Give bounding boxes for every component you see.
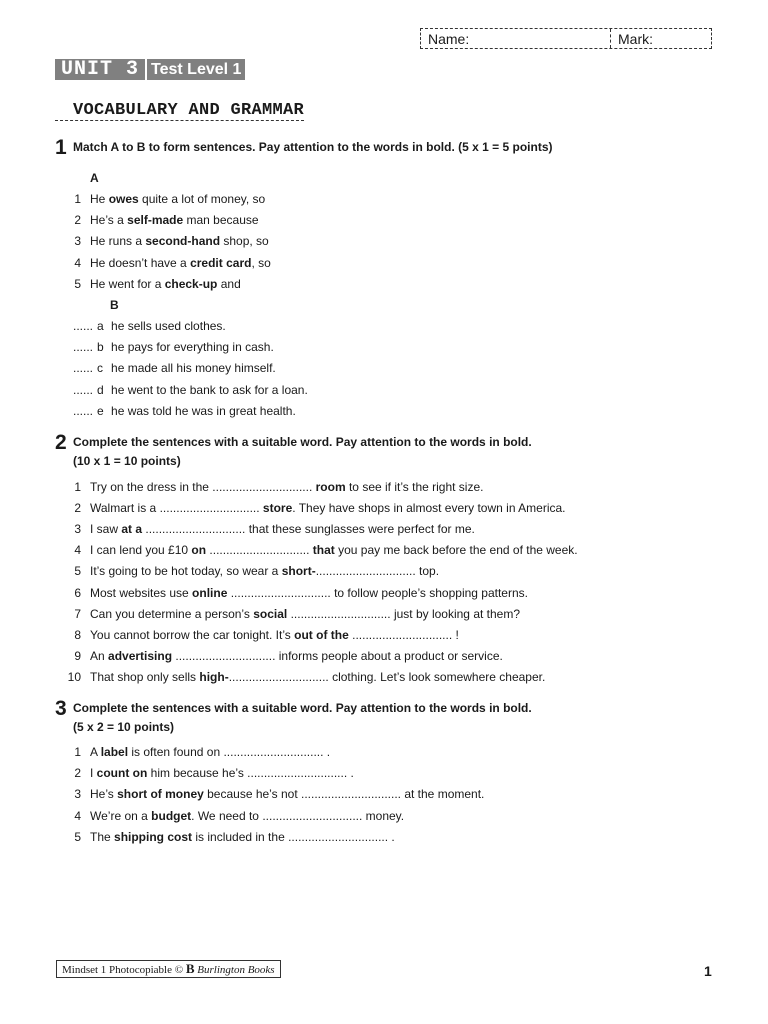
sentence-item[interactable] [55,669,545,685]
item-number: 2 [74,501,81,516]
item-text: shop, so [220,234,269,249]
item-letter: a [97,319,104,333]
item-number: 2 [74,213,81,228]
item-keyword: store [262,501,293,516]
item-letter: c [97,361,104,376]
item-keyword: that [312,543,335,558]
item-text: he sells used clothes. [111,319,226,333]
item-text: .............................. informs people about a product or service. [172,648,503,663]
test-level-label: Test Level 1 [145,59,245,80]
sentence-item[interactable] [55,479,483,495]
item-number: 4 [74,808,81,823]
item-text: . They have shops in almost every town in America. [292,501,566,516]
match-item-b[interactable] [73,360,276,376]
item-keyword: shipping cost [114,829,193,844]
answer-blank: ...... [73,361,94,376]
exercise-instruction: Match A to B to form sentences. Pay attention to the words in bold. (5 x 1 = 5 points) [73,140,553,154]
match-item-b[interactable] [73,382,308,398]
column-a-heading: A [90,171,99,185]
item-text: is often found on .............................. . [128,745,331,759]
sentence-item[interactable] [55,648,503,664]
item-text: to see if it’s the right size. [345,480,484,494]
exercise-3-heading [55,697,532,737]
sentence-item[interactable] [55,500,566,516]
item-text: The [90,829,115,844]
item-keyword: online [192,585,228,600]
instruction-line: Complete the sentences with a suitable word. Pay attention to the words in bold. [73,435,532,449]
publisher-logo: B [185,961,195,976]
item-text: .............................. just by looking at them? [287,606,521,621]
instruction-line: Complete the sentences with a suitable word. Pay attention to the words in bold. [73,701,532,715]
exercise-number: 3 [55,697,67,720]
item-text: Can you determine a person’s [90,606,254,621]
sentence-item[interactable] [55,765,354,781]
item-text: man because [183,213,259,228]
match-item-b[interactable] [73,403,296,419]
item-number: 1 [74,192,81,206]
item-keyword: second-hand [145,234,221,249]
item-text: A [90,745,101,759]
match-item-a [55,276,241,292]
item-keyword: at a [121,522,143,537]
answer-blank: ...... [73,319,94,333]
item-keyword: check-up [164,276,218,291]
item-text: because he’s not .............................. at the moment. [203,787,485,802]
item-keyword: out of the [294,627,349,642]
item-text: he was told he was in great health. [111,403,296,418]
item-text: I saw [90,522,122,537]
exercise-instruction [73,433,532,471]
item-text: We’re on a [90,808,152,823]
item-letter: d [97,382,104,397]
item-text: He’s a [90,213,128,228]
exercise-1-heading [55,136,553,159]
item-text: An [90,648,109,663]
item-number: 3 [74,522,81,537]
item-text: Try on the dress in the .............................. [90,480,316,494]
sentence-item[interactable] [55,744,330,760]
item-number: 7 [74,606,81,621]
instruction-points: (5 x 2 = 10 points) [73,720,175,734]
item-text: .............................. to follow people’s shopping patterns. [227,585,528,600]
item-text: He [90,192,109,206]
item-keyword: high- [199,669,229,684]
item-text: You cannot borrow the car tonight. It’s [90,627,295,642]
item-text: .............................. that these sunglasses were perfect for me. [142,522,475,537]
answer-blank: ...... [73,340,94,355]
sentence-item[interactable] [55,542,578,558]
item-text: he made all his money himself. [111,361,276,376]
item-text: he went to the bank to ask for a loan. [111,382,308,397]
item-keyword: advertising [108,648,173,663]
item-text: Most websites use [90,585,193,600]
item-keyword: credit card [190,255,252,270]
item-text: him because he’s .............................. . [147,766,354,781]
exercise-instruction [73,699,532,737]
item-keyword: on [191,543,207,558]
item-number: 1 [74,480,81,494]
item-text: quite a lot of money, so [138,192,266,206]
item-text: and [217,276,241,291]
sentence-item[interactable] [55,606,520,622]
name-mark-box [420,28,712,49]
item-number: 6 [74,585,81,600]
item-text: He went for a [90,276,165,291]
item-number: 5 [74,564,81,579]
item-number: 3 [74,234,81,249]
match-item-b[interactable] [73,339,274,355]
item-letter: e [97,403,104,418]
match-item-a [55,233,269,249]
item-text: He doesn’t have a [90,255,191,270]
item-number: 1 [74,745,81,759]
item-number: 3 [74,787,81,802]
item-number: 4 [74,255,81,270]
item-text: . We need to .............................. money. [191,808,405,823]
item-keyword: label [100,745,129,759]
footer-credit [56,960,281,978]
publisher-name: Burlington Books [197,964,275,976]
unit-label: UNIT 3 [55,59,145,80]
mark-label: Mark: [618,30,653,47]
item-text: I can lend you £10 [90,543,192,558]
item-number: 8 [74,627,81,642]
item-text: That shop only sells [90,669,200,684]
unit-banner [55,59,245,80]
column-b-heading: B [110,298,119,312]
match-item-a [55,255,271,271]
exercise-2-heading [55,431,532,471]
item-text: .............................. clothing. Let’s look somewhere cheaper. [228,669,546,684]
item-number: 5 [74,829,81,844]
item-text: he pays for everything in cash. [111,340,274,355]
sentence-item[interactable] [55,808,404,824]
item-text: It’s going to be hot today, so wear a [90,564,282,579]
sentence-item[interactable] [55,627,459,643]
item-keyword: social [253,606,288,621]
item-keyword: room [315,480,346,494]
name-label: Name: [421,29,611,48]
item-keyword: short of money [117,787,204,802]
sentence-item[interactable] [55,521,475,537]
answer-blank: ...... [73,382,94,397]
item-text: Walmart is a .............................. [90,501,263,516]
match-item-a [55,212,259,228]
item-number: 2 [74,766,81,781]
match-item-a [55,191,265,207]
sentence-item[interactable] [55,829,395,845]
answer-blank: ...... [73,403,94,418]
item-keyword: count on [96,766,148,781]
item-keyword: short- [281,564,316,579]
page-number: 1 [704,963,712,979]
item-keyword: self-made [127,213,184,228]
sentence-item[interactable] [55,563,439,579]
item-text: He runs a [90,234,146,249]
item-text: .............................. [206,543,313,558]
item-number: 4 [74,543,81,558]
item-number: 10 [67,669,81,684]
item-text: is included in the .............................. . [192,829,395,844]
instruction-points: (10 x 1 = 10 points) [73,454,181,468]
exercise-number: 1 [55,136,67,159]
item-keyword: budget [151,808,192,823]
item-text: you pay me back before the end of the week. [334,543,578,558]
item-text: .............................. ! [348,627,459,642]
item-number: 9 [74,648,81,663]
footer-text: Mindset 1 Photocopiable © [62,964,186,976]
exercise-number: 2 [55,431,67,454]
item-letter: b [97,340,104,355]
sentence-item[interactable] [55,585,528,601]
match-item-b[interactable] [73,318,226,334]
sentence-item[interactable] [55,786,484,802]
item-keyword: owes [108,192,139,206]
section-title: VOCABULARY AND GRAMMAR [55,102,304,121]
item-text: He’s [90,787,118,802]
item-text: I [90,766,97,781]
item-text: .............................. top. [315,564,440,579]
item-number: 5 [74,276,81,291]
item-text: , so [251,255,271,270]
